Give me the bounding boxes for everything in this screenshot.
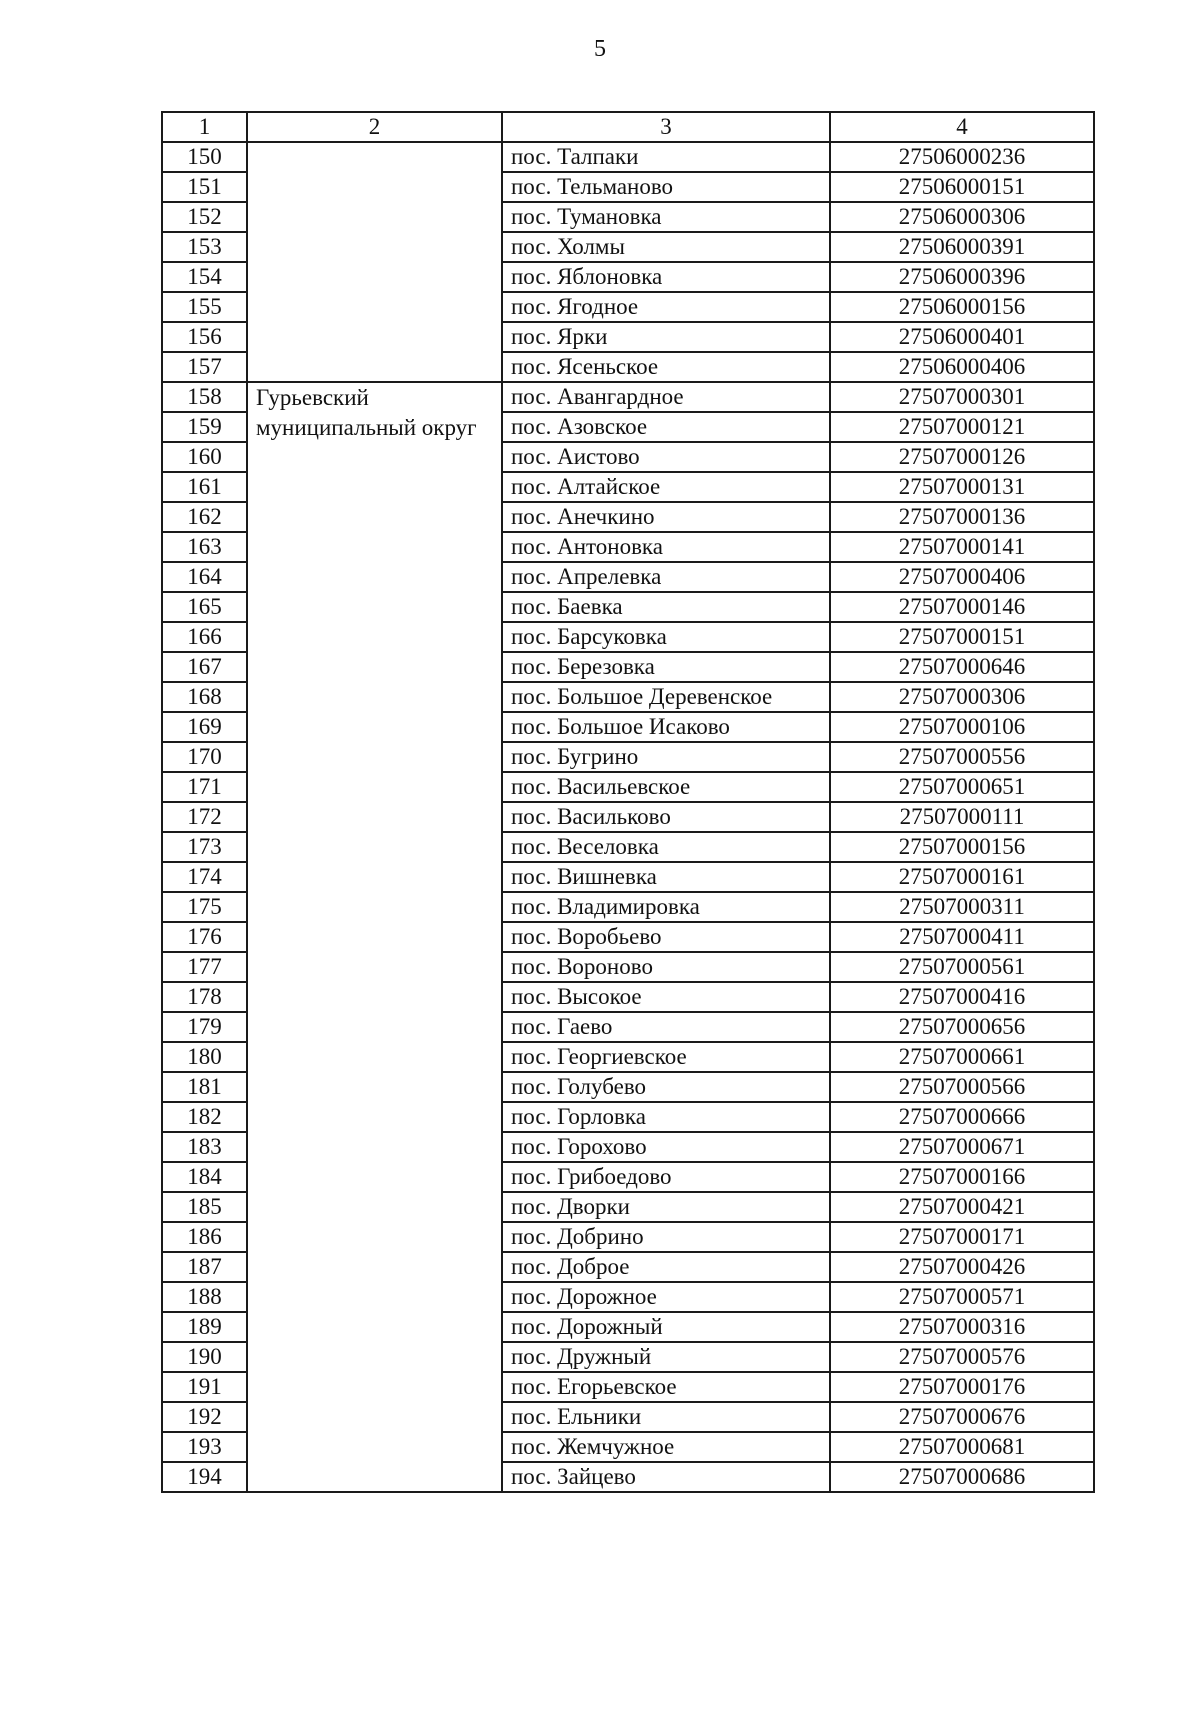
table-body [162, 112, 1094, 1492]
row-number: 182 [162, 1102, 247, 1132]
settlement-code: 27507000316 [830, 1312, 1094, 1342]
settlement-name: пос. Горловка [502, 1102, 830, 1132]
settlement-code: 27507000111 [830, 802, 1094, 832]
settlement-name: пос. Веселовка [502, 832, 830, 862]
row-number: 170 [162, 742, 247, 772]
settlement-name: пос. Воробьево [502, 922, 830, 952]
settlement-code: 27507000566 [830, 1072, 1094, 1102]
settlement-code: 27507000126 [830, 442, 1094, 472]
row-number: 190 [162, 1342, 247, 1372]
settlement-code: 27507000671 [830, 1132, 1094, 1162]
settlement-name: пос. Авангардное [502, 382, 830, 412]
settlement-code: 27507000151 [830, 622, 1094, 652]
settlement-name: пос. Апрелевка [502, 562, 830, 592]
row-number: 176 [162, 922, 247, 952]
settlement-code: 27506000401 [830, 322, 1094, 352]
settlement-name: пос. Георгиевское [502, 1042, 830, 1072]
settlement-code: 27507000646 [830, 652, 1094, 682]
settlement-table [161, 111, 1095, 1493]
row-number: 163 [162, 532, 247, 562]
column-header-2: 2 [247, 112, 502, 142]
settlement-name: пос. Холмы [502, 232, 830, 262]
settlement-code: 27507000416 [830, 982, 1094, 1012]
settlement-name: пос. Анечкино [502, 502, 830, 532]
row-number: 180 [162, 1042, 247, 1072]
row-number: 173 [162, 832, 247, 862]
row-number: 153 [162, 232, 247, 262]
row-number: 160 [162, 442, 247, 472]
row-number: 162 [162, 502, 247, 532]
settlement-code: 27507000661 [830, 1042, 1094, 1072]
row-number: 193 [162, 1432, 247, 1462]
row-number: 156 [162, 322, 247, 352]
row-number: 194 [162, 1462, 247, 1492]
row-number: 157 [162, 352, 247, 382]
settlement-code: 27506000396 [830, 262, 1094, 292]
settlement-name: пос. Горохово [502, 1132, 830, 1162]
settlement-name: пос. Большое Исаково [502, 712, 830, 742]
settlement-name: пос. Вороново [502, 952, 830, 982]
settlement-name: пос. Владимировка [502, 892, 830, 922]
column-header-1: 1 [162, 112, 247, 142]
settlement-name: пос. Голубево [502, 1072, 830, 1102]
row-number: 169 [162, 712, 247, 742]
row-number: 191 [162, 1372, 247, 1402]
settlement-name: пос. Ясеньское [502, 352, 830, 382]
settlement-code: 27507000411 [830, 922, 1094, 952]
settlement-code: 27507000306 [830, 682, 1094, 712]
settlement-code: 27506000151 [830, 172, 1094, 202]
row-number: 158 [162, 382, 247, 412]
row-number: 152 [162, 202, 247, 232]
row-number: 166 [162, 622, 247, 652]
settlement-name: пос. Добрино [502, 1222, 830, 1252]
settlement-name: пос. Баевка [502, 592, 830, 622]
settlement-code: 27507000171 [830, 1222, 1094, 1252]
row-number: 188 [162, 1282, 247, 1312]
settlement-code: 27506000306 [830, 202, 1094, 232]
settlement-code: 27507000571 [830, 1282, 1094, 1312]
settlement-name: пос. Вишневка [502, 862, 830, 892]
settlement-name: пос. Алтайское [502, 472, 830, 502]
row-number: 168 [162, 682, 247, 712]
settlement-name: пос. Березовка [502, 652, 830, 682]
row-number: 185 [162, 1192, 247, 1222]
row-number: 186 [162, 1222, 247, 1252]
settlement-code: 27507000426 [830, 1252, 1094, 1282]
row-number: 174 [162, 862, 247, 892]
settlement-name: пос. Васильково [502, 802, 830, 832]
row-number: 175 [162, 892, 247, 922]
settlement-name: пос. Талпаки [502, 142, 830, 172]
row-number: 171 [162, 772, 247, 802]
row-number: 154 [162, 262, 247, 292]
settlement-name: пос. Тумановка [502, 202, 830, 232]
settlement-name: пос. Высокое [502, 982, 830, 1012]
settlement-name: пос. Дорожный [502, 1312, 830, 1342]
settlement-name: пос. Васильевское [502, 772, 830, 802]
settlement-name: пос. Жемчужное [502, 1432, 830, 1462]
settlement-code: 27507000406 [830, 562, 1094, 592]
settlement-code: 27507000106 [830, 712, 1094, 742]
row-number: 189 [162, 1312, 247, 1342]
row-number: 150 [162, 142, 247, 172]
settlement-code: 27507000651 [830, 772, 1094, 802]
settlement-name: пос. Ягодное [502, 292, 830, 322]
settlement-name: пос. Грибоедово [502, 1162, 830, 1192]
row-number: 181 [162, 1072, 247, 1102]
settlement-code: 27506000236 [830, 142, 1094, 172]
settlement-name: пос. Ельники [502, 1402, 830, 1432]
settlement-code: 27506000391 [830, 232, 1094, 262]
settlement-name: пос. Дружный [502, 1342, 830, 1372]
column-header-4: 4 [830, 112, 1094, 142]
settlement-name: пос. Ярки [502, 322, 830, 352]
column-header-3: 3 [502, 112, 830, 142]
row-number: 172 [162, 802, 247, 832]
row-number: 165 [162, 592, 247, 622]
row-number: 151 [162, 172, 247, 202]
settlement-code: 27507000556 [830, 742, 1094, 772]
region-cell [247, 142, 502, 382]
row-number: 178 [162, 982, 247, 1012]
settlement-code: 27507000311 [830, 892, 1094, 922]
region-cell: Гурьевский муниципальный округ [247, 382, 502, 1492]
settlement-name: пос. Егорьевское [502, 1372, 830, 1402]
row-number: 155 [162, 292, 247, 322]
settlement-name: пос. Доброе [502, 1252, 830, 1282]
settlement-name: пос. Гаево [502, 1012, 830, 1042]
row-number: 183 [162, 1132, 247, 1162]
settlement-code: 27507000666 [830, 1102, 1094, 1132]
settlement-code: 27507000686 [830, 1462, 1094, 1492]
row-number: 159 [162, 412, 247, 442]
row-number: 161 [162, 472, 247, 502]
table-header-row [162, 112, 1094, 142]
settlement-code: 27507000561 [830, 952, 1094, 982]
settlement-code: 27507000161 [830, 862, 1094, 892]
settlement-name: пос. Дорожное [502, 1282, 830, 1312]
settlement-code: 27507000676 [830, 1402, 1094, 1432]
row-number: 164 [162, 562, 247, 592]
settlement-code: 27506000156 [830, 292, 1094, 322]
settlement-code: 27507000576 [830, 1342, 1094, 1372]
row-number: 177 [162, 952, 247, 982]
settlement-code: 27507000146 [830, 592, 1094, 622]
settlement-code: 27507000166 [830, 1162, 1094, 1192]
settlement-name: пос. Тельманово [502, 172, 830, 202]
settlement-name: пос. Барсуковка [502, 622, 830, 652]
row-number: 192 [162, 1402, 247, 1432]
settlement-code: 27507000681 [830, 1432, 1094, 1462]
settlement-name: пос. Зайцево [502, 1462, 830, 1492]
settlement-name: пос. Яблоновка [502, 262, 830, 292]
settlement-name: пос. Азовское [502, 412, 830, 442]
settlement-name: пос. Бугрино [502, 742, 830, 772]
settlement-code: 27507000156 [830, 832, 1094, 862]
settlement-name: пос. Большое Деревенское [502, 682, 830, 712]
row-number: 187 [162, 1252, 247, 1282]
settlement-name: пос. Дворки [502, 1192, 830, 1222]
settlement-code: 27507000421 [830, 1192, 1094, 1222]
table-row [162, 382, 1094, 412]
row-number: 179 [162, 1012, 247, 1042]
settlement-code: 27506000406 [830, 352, 1094, 382]
settlement-code: 27507000301 [830, 382, 1094, 412]
settlement-code: 27507000176 [830, 1372, 1094, 1402]
table-row [162, 142, 1094, 172]
page-number: 5 [594, 36, 606, 62]
settlement-code: 27507000656 [830, 1012, 1094, 1042]
settlement-code: 27507000136 [830, 502, 1094, 532]
settlement-code: 27507000121 [830, 412, 1094, 442]
settlement-code: 27507000131 [830, 472, 1094, 502]
row-number: 184 [162, 1162, 247, 1192]
settlement-name: пос. Антоновка [502, 532, 830, 562]
settlement-name: пос. Аистово [502, 442, 830, 472]
row-number: 167 [162, 652, 247, 682]
settlement-code: 27507000141 [830, 532, 1094, 562]
